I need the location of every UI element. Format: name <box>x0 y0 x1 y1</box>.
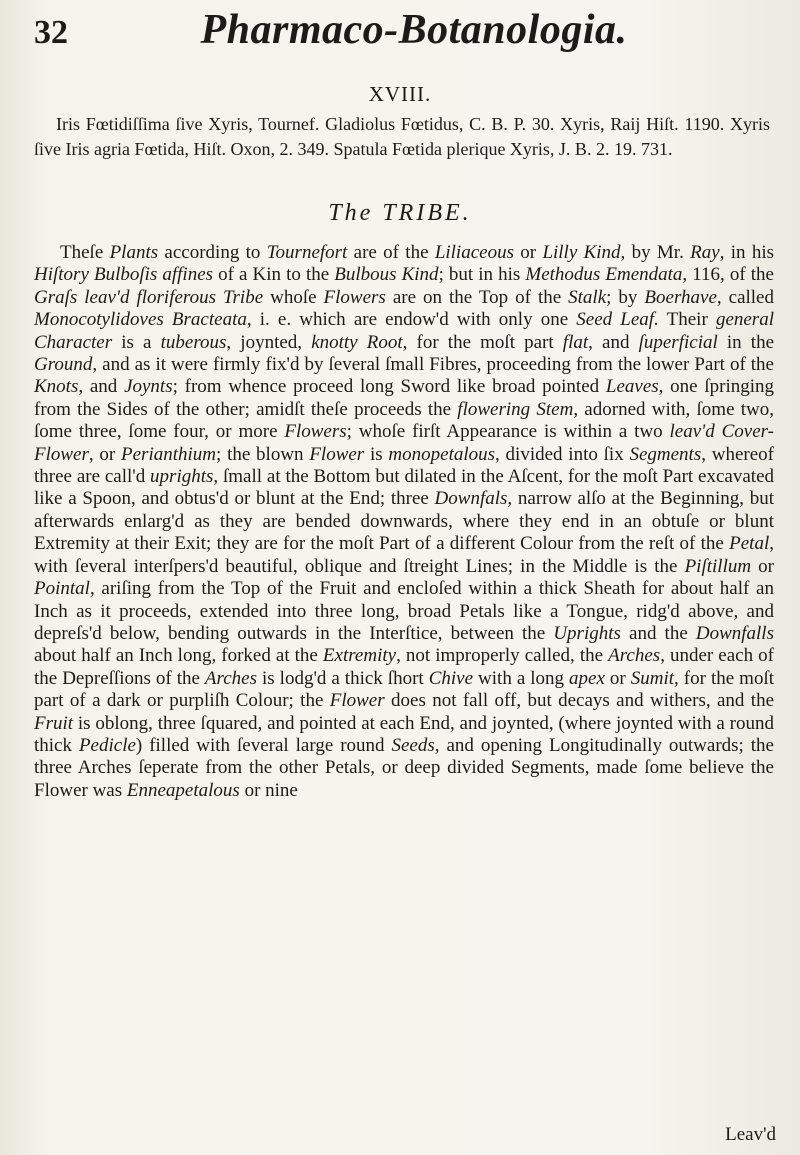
italic-term: Tournefort <box>266 242 348 263</box>
italic-term: general Character <box>34 309 774 353</box>
italic-term: Fruit <box>34 712 74 734</box>
text-run: , under each of the Depreſſions of the <box>34 645 774 689</box>
italic-term: Sumit <box>630 667 675 689</box>
italic-term: uprights <box>150 466 214 488</box>
italic-term: Seed Leaf. <box>576 309 659 331</box>
text-run: , i. e. which are endow'd with only one <box>246 309 577 331</box>
text-run: does not fall off, but decays and withers, and the <box>384 690 775 712</box>
italic-term: Methodus Emendata <box>525 264 683 286</box>
italic-term: Downfals <box>434 488 508 510</box>
text-run: , one ſpringing from the Sides of the other; amidſt theſe proceeds the <box>34 376 775 420</box>
text-run: , with ſeveral interſpers'd beautiful, oblique and ſtreight Lines; in the Middle is the <box>34 533 774 577</box>
text-run: , not improperly called, the <box>396 645 609 667</box>
page-header <box>34 2 794 68</box>
text-run: about half an Inch long, forked at the <box>34 645 323 667</box>
synonymy-paragraph: Iris Fœtidiſſima ſive Xyris, Tournef. Gladiolus Fœtidus, C. B. P. 30. Xyris, Raij Hiſt. 1190. Xyris ſive Iris agria Fœtida, Hiſt. Oxon, 2. 349. Spatula Fœtida plerique Xyris, J. B. 2. 19. 731. <box>34 114 770 159</box>
italic-term: flat <box>562 331 589 353</box>
text-run: in the <box>717 331 775 353</box>
text-run: , whereof three are call'd <box>34 443 774 488</box>
italic-term: Lilly Kind <box>542 242 621 263</box>
text-run: , ariſing from the Top of the Fruit and encloſed within a thick Sheath for about half an Inch as it proceeds, extended into three long, broad Petals like a Tongue, ridg'd above, and depreſs'd below, bending outwards in the Interſtice, between the <box>34 578 774 644</box>
italic-term: flowering Stem <box>457 398 574 420</box>
italic-term: Segments <box>629 443 702 465</box>
text-run: , joynted, <box>226 331 312 353</box>
italic-term: Graſs leav'd floriferous Tribe <box>34 286 264 308</box>
page-number: 32 <box>34 14 68 51</box>
text-run: ) filled with ſeveral large round <box>135 734 392 756</box>
text-run: of a Kin to the <box>213 264 335 286</box>
italic-term: Bulbous Kind <box>334 264 439 286</box>
italic-term: Seeds <box>391 734 435 756</box>
italic-term: Flowers <box>323 286 386 308</box>
italic-term: ſuperficial <box>638 331 718 353</box>
text-run: ; from whence proceed long Sword like broad pointed <box>172 376 606 398</box>
italic-term: Flower <box>329 690 385 712</box>
italic-term: Uprights <box>553 622 621 644</box>
italic-term: Arches <box>608 645 661 667</box>
italic-term: Arches <box>204 667 257 689</box>
text-run: , by Mr. <box>620 242 691 263</box>
text-run: and the <box>620 622 696 644</box>
italic-term: monopetalous <box>388 443 496 465</box>
italic-term: leav'd Cover-Flower <box>34 421 774 465</box>
text-run: , for the moſt part <box>402 331 563 353</box>
italic-term: Monocotylidoves Bracteata <box>34 309 247 331</box>
text-run: is oblong, three ſquared, and pointed at each End, and joynted, (where joynted with a round thick <box>34 712 774 756</box>
text-run: or <box>513 242 543 263</box>
italic-term: Piſtillum <box>684 555 752 577</box>
catchword: Leav'd <box>725 1124 776 1145</box>
text-run: Theſe <box>60 242 110 263</box>
text-run: are on the Top of the <box>385 286 569 308</box>
italic-term: Plants <box>109 242 159 263</box>
text-run: ; the blown <box>216 443 310 465</box>
italic-term: Liliaceous <box>434 242 514 263</box>
text-run: is lodg'd a thick ſhort <box>256 667 429 689</box>
italic-term: Chive <box>428 667 474 689</box>
main-paragraph <box>34 242 774 802</box>
text-run: are of the <box>347 242 435 263</box>
section-number: XVIII. <box>368 82 432 106</box>
text-run: , and opening Longitudinally outwards; the three Arches ſeperate from the other Petals, or deep divided Segments, made ſome believe the Flower was <box>34 734 774 801</box>
text-run: according to <box>158 242 267 263</box>
text-run: ; by <box>606 286 645 308</box>
italic-term: Stalk <box>568 286 607 308</box>
text-run: , and as it were firmly fix'd by ſeveral ſmall Fibres, proceeding from the lower Part of the <box>92 354 774 376</box>
text-run: is <box>364 443 389 465</box>
text-run: with a long <box>473 667 570 689</box>
text-run: , or <box>88 443 122 465</box>
italic-term: Ground <box>34 354 93 376</box>
text-run: , and <box>588 331 639 353</box>
text-run: , in his <box>719 242 775 263</box>
tribe-heading: The TRIBE. <box>328 200 472 226</box>
running-title: Pharmaco-Botanologia. <box>200 7 628 53</box>
text-run: , and <box>78 376 125 398</box>
text-run: , narrow alſo at the Beginning, but afterwards enlarg'd as they are bended downwards, where they end in an obtuſe or blunt Extremity at their Exit; they are for the moſt Part of a different Colour from the reſt of the <box>34 488 774 555</box>
italic-term: Hiſtory Bulboſis affines <box>34 264 214 286</box>
text-run: whoſe <box>263 286 324 308</box>
italic-term: knotty Root <box>311 331 403 353</box>
italic-term: Ray <box>690 242 720 263</box>
text-run: , ſmall at the Bottom but dilated in the Aſcent, for the moſt Part excavated like a Spoon, and obtus'd or blunt at the End; three <box>34 466 774 510</box>
italic-term: Petal <box>729 533 770 555</box>
text-run: or <box>604 667 631 689</box>
italic-term: Downfalls <box>695 622 774 644</box>
italic-term: tuberous <box>160 331 227 353</box>
italic-term: Enneapetalous <box>126 779 240 801</box>
italic-term: apex <box>569 667 605 689</box>
italic-term: Perianthium <box>121 443 217 465</box>
italic-term: Pointal <box>34 578 90 600</box>
main-text <box>34 242 774 802</box>
text-run: ; but in his <box>438 264 526 286</box>
italic-term: Flowers <box>284 421 347 443</box>
text-run: , adorned with, ſome two, ſome three, ſome four, or more <box>34 398 774 443</box>
text-run: , called <box>716 286 774 308</box>
text-run: ; whoſe firſt Appearance is within a two <box>346 421 670 443</box>
text-run: , 116, of the <box>682 264 774 286</box>
text-run: or <box>751 555 775 577</box>
italic-term: Knots <box>34 376 79 398</box>
text-run: Their <box>658 309 716 331</box>
text-run: is a <box>112 331 161 353</box>
italic-term: Pedicle <box>78 734 136 756</box>
text-run: or nine <box>239 779 298 801</box>
italic-term: Leaves <box>605 376 659 398</box>
text-run: , divided into ſix <box>495 443 630 465</box>
italic-term: Extremity <box>322 645 397 667</box>
italic-term: Boerhave <box>644 286 717 308</box>
text-run: , for the moſt part of a dark or purpliſh Colour; the <box>34 667 775 712</box>
italic-term: Flower <box>309 443 365 465</box>
italic-term: Joynts <box>124 376 173 398</box>
